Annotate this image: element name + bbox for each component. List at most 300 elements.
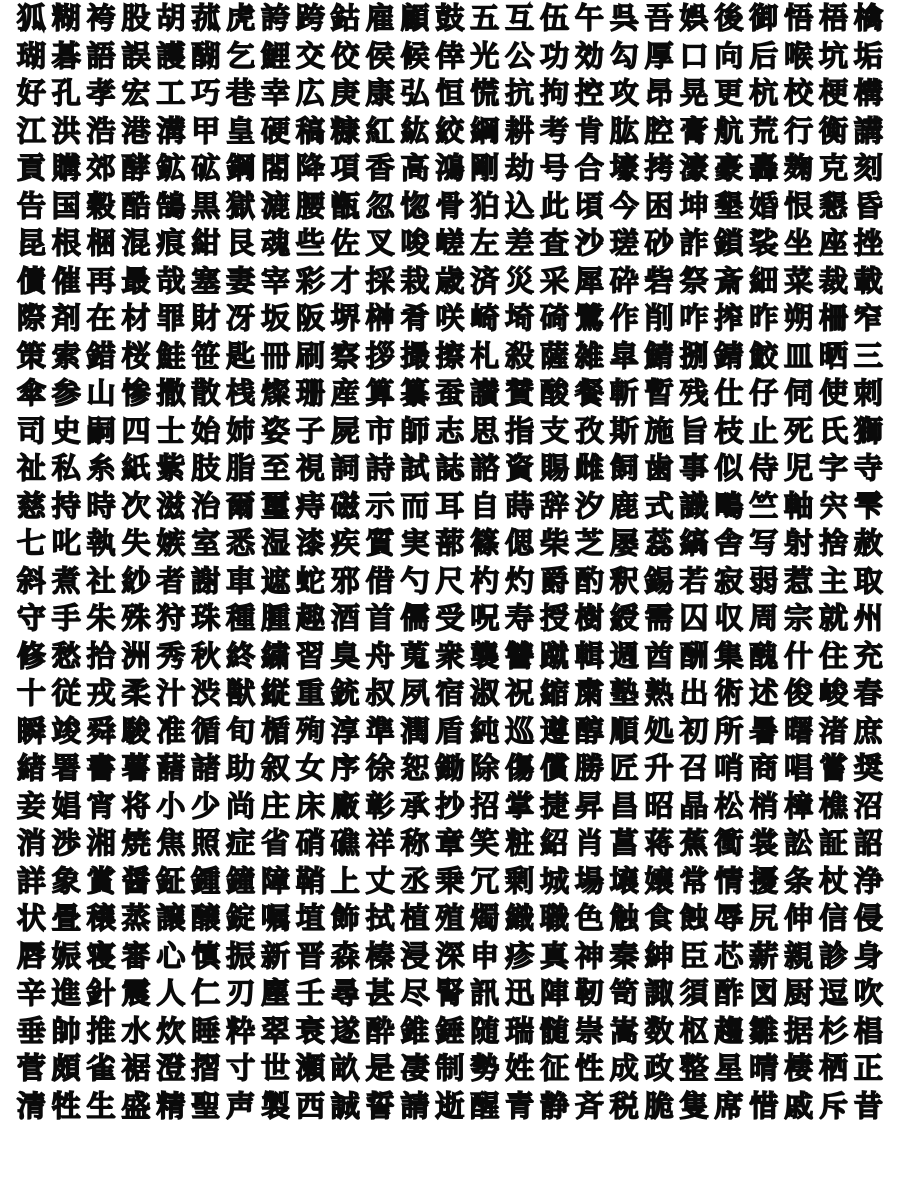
kanji-glyph: 誤 <box>121 38 151 73</box>
kanji-glyph: 孝 <box>86 76 116 110</box>
kanji-glyph: 推 <box>86 1013 116 1048</box>
kanji-glyph: 審 <box>121 938 151 973</box>
kanji-glyph: 悟 <box>784 1 814 35</box>
kanji-glyph: 枝 <box>714 413 744 448</box>
kanji-glyph: 思 <box>470 413 500 448</box>
kanji-glyph: 趨 <box>714 1013 744 1048</box>
kanji-glyph: 据 <box>784 1013 814 1048</box>
kanji-glyph: 生 <box>86 1088 116 1123</box>
kanji-glyph: 衡 <box>819 113 849 148</box>
kanji-glyph: 昏 <box>853 188 883 223</box>
kanji-glyph: 醜 <box>749 638 779 673</box>
kanji-glyph: 諏 <box>644 976 674 1010</box>
kanji-glyph: 榊 <box>365 301 395 335</box>
kanji-glyph: 席 <box>714 1088 744 1123</box>
kanji-glyph: 正 <box>853 1051 883 1085</box>
kanji-glyph: 姉 <box>226 413 256 448</box>
kanji-glyph: 股 <box>121 1 151 35</box>
kanji-glyph: 拘 <box>540 76 570 110</box>
kanji-glyph: 宏 <box>121 76 151 110</box>
kanji-glyph: 寂 <box>714 563 744 598</box>
kanji-glyph: 上 <box>330 863 360 898</box>
kanji-glyph: 郊 <box>86 151 116 185</box>
kanji-glyph: 蕊 <box>644 526 674 560</box>
kanji-glyph: 状 <box>16 901 46 935</box>
kanji-glyph: 鴫 <box>714 488 744 523</box>
kanji-glyph: 此 <box>540 188 570 223</box>
kanji-glyph: 辱 <box>714 901 744 935</box>
kanji-row <box>14 188 886 226</box>
kanji-glyph: 称 <box>400 826 430 860</box>
kanji-glyph: 朱 <box>86 601 116 635</box>
kanji-glyph: 宵 <box>86 788 116 823</box>
kanji-glyph: 鉦 <box>156 863 186 898</box>
kanji-glyph: 支 <box>540 413 570 448</box>
kanji-glyph: 遂 <box>330 1013 360 1048</box>
kanji-glyph: 衆 <box>435 638 465 673</box>
kanji-glyph: 処 <box>644 713 674 748</box>
kanji-glyph: 戎 <box>86 676 116 710</box>
kanji-glyph: 克 <box>819 151 849 185</box>
kanji-glyph: 拷 <box>644 151 674 185</box>
kanji-glyph: 叔 <box>365 676 395 710</box>
kanji-glyph: 焦 <box>156 826 186 860</box>
kanji-glyph: 喉 <box>784 38 814 73</box>
kanji-glyph: 尻 <box>749 901 779 935</box>
kanji-glyph: 鯉 <box>261 38 291 73</box>
kanji-glyph: 什 <box>784 638 814 673</box>
kanji-glyph: 刺 <box>853 376 883 410</box>
kanji-glyph: 氏 <box>819 413 849 448</box>
kanji-glyph: 樟 <box>784 788 814 823</box>
kanji-row <box>14 150 886 188</box>
kanji-glyph: 諸 <box>191 751 221 785</box>
kanji-glyph: 捷 <box>540 788 570 823</box>
kanji-glyph: 座 <box>819 226 849 260</box>
kanji-glyph: 嘗 <box>819 751 849 785</box>
kanji-glyph: 症 <box>226 826 256 860</box>
kanji-glyph: 瑳 <box>609 226 639 260</box>
kanji-glyph: 澄 <box>156 1051 186 1085</box>
kanji-glyph: 榛 <box>365 938 395 973</box>
kanji-glyph: 窄 <box>853 301 883 335</box>
kanji-glyph: 最 <box>121 263 151 298</box>
kanji-glyph: 譲 <box>156 901 186 935</box>
kanji-glyph: 省 <box>261 826 291 860</box>
kanji-glyph: 佼 <box>330 38 360 73</box>
kanji-glyph: 互 <box>505 1 535 35</box>
kanji-glyph: 伸 <box>784 901 814 935</box>
kanji-glyph: 沼 <box>853 788 883 823</box>
kanji-glyph: 尽 <box>400 976 430 1010</box>
kanji-glyph: 煮 <box>51 563 81 598</box>
kanji-row <box>14 825 886 863</box>
kanji-glyph: 而 <box>400 488 430 523</box>
kanji-glyph: 鐘 <box>226 863 256 898</box>
kanji-glyph: 松 <box>714 788 744 823</box>
kanji-glyph: 屍 <box>330 413 360 448</box>
kanji-row <box>14 1013 886 1051</box>
kanji-glyph: 膏 <box>679 113 709 148</box>
kanji-glyph: 攻 <box>609 76 639 110</box>
kanji-row <box>14 450 886 488</box>
kanji-glyph: 酌 <box>574 563 604 598</box>
kanji-glyph: 硝 <box>295 826 325 860</box>
kanji-glyph: 惨 <box>121 376 151 410</box>
kanji-glyph: 傘 <box>16 376 46 410</box>
kanji-glyph: 頃 <box>574 188 604 223</box>
kanji-glyph: 縦 <box>261 676 291 710</box>
kanji-glyph: 信 <box>819 901 849 935</box>
kanji-row <box>14 600 886 638</box>
kanji-glyph: 冴 <box>226 301 256 335</box>
kanji-glyph: 庚 <box>330 76 360 110</box>
kanji-glyph: 哉 <box>156 263 186 298</box>
kanji-glyph: 章 <box>435 826 465 860</box>
kanji-glyph: 室 <box>191 526 221 560</box>
kanji-glyph: 塵 <box>261 976 291 1010</box>
kanji-glyph: 垢 <box>853 38 883 73</box>
kanji-glyph: 慌 <box>470 76 500 110</box>
kanji-glyph: 緒 <box>16 751 46 785</box>
kanji-glyph: 糠 <box>330 113 360 148</box>
kanji-glyph: 御 <box>749 1 779 35</box>
kanji-glyph: 衰 <box>295 1013 325 1048</box>
kanji-glyph: 昂 <box>644 76 674 110</box>
kanji-glyph: 口 <box>679 38 709 73</box>
kanji-glyph: 薩 <box>540 338 570 373</box>
kanji-glyph: 察 <box>330 338 360 373</box>
kanji-glyph: 汐 <box>574 488 604 523</box>
kanji-glyph: 世 <box>261 1051 291 1085</box>
kanji-glyph: 魂 <box>261 226 291 260</box>
kanji-glyph: 拭 <box>365 901 395 935</box>
kanji-glyph: 侵 <box>853 901 883 935</box>
kanji-glyph: 宿 <box>435 676 465 710</box>
kanji-glyph: 哨 <box>714 751 744 785</box>
kanji-glyph: 薯 <box>121 751 151 785</box>
kanji-glyph: 鴻 <box>435 151 465 185</box>
kanji-glyph: 色 <box>574 901 604 935</box>
kanji-glyph: 楯 <box>261 713 291 748</box>
kanji-glyph: 守 <box>16 601 46 635</box>
kanji-glyph: 小 <box>156 788 186 823</box>
kanji-glyph: 剤 <box>51 301 81 335</box>
kanji-glyph: 孔 <box>51 76 81 110</box>
kanji-glyph: 取 <box>853 563 883 598</box>
kanji-glyph: 杓 <box>470 563 500 598</box>
kanji-glyph: 弱 <box>749 563 779 598</box>
kanji-glyph: 崇 <box>574 1013 604 1048</box>
kanji-glyph: 瞬 <box>16 713 46 748</box>
kanji-glyph: 鼓 <box>435 1 465 35</box>
kanji-glyph: 裁 <box>819 263 849 298</box>
kanji-glyph: 菖 <box>609 826 639 860</box>
kanji-glyph: 公 <box>505 38 535 73</box>
kanji-glyph: 視 <box>295 451 325 485</box>
kanji-row <box>14 788 886 826</box>
kanji-glyph: 購 <box>51 151 81 185</box>
kanji-glyph: 効 <box>574 38 604 73</box>
kanji-glyph: 精 <box>156 1088 186 1123</box>
kanji-glyph: 真 <box>540 938 570 973</box>
kanji-glyph: 桟 <box>226 376 256 410</box>
kanji-glyph: 畳 <box>51 901 81 935</box>
kanji-glyph: 初 <box>679 713 709 748</box>
kanji-glyph: 紗 <box>121 563 151 598</box>
kanji-glyph: 訟 <box>784 826 814 860</box>
kanji-row <box>14 413 886 451</box>
kanji-glyph: 皿 <box>784 338 814 373</box>
kanji-glyph: 昭 <box>644 788 674 823</box>
kanji-glyph: 疾 <box>330 526 360 560</box>
kanji-glyph: 寝 <box>86 938 116 973</box>
kanji-glyph: 招 <box>470 788 500 823</box>
kanji-glyph: 秀 <box>156 638 186 673</box>
kanji-glyph: 住 <box>819 638 849 673</box>
kanji-glyph: 私 <box>51 451 81 485</box>
kanji-glyph: 賛 <box>505 376 535 410</box>
kanji-glyph: 振 <box>226 938 256 973</box>
kanji-glyph: 五 <box>470 1 500 35</box>
kanji-glyph: 伺 <box>784 376 814 410</box>
kanji-glyph: 祭 <box>679 263 709 298</box>
kanji-glyph: 仁 <box>191 976 221 1010</box>
kanji-glyph: 指 <box>505 413 535 448</box>
kanji-glyph: 乞 <box>226 38 256 73</box>
kanji-glyph: 轟 <box>749 151 779 185</box>
kanji-glyph: 駿 <box>121 713 151 748</box>
kanji-glyph: 示 <box>365 488 395 523</box>
kanji-glyph: 旨 <box>679 413 709 448</box>
kanji-row <box>14 525 886 563</box>
kanji-glyph: 軸 <box>784 488 814 523</box>
kanji-glyph: 死 <box>784 413 814 448</box>
kanji-glyph: 親 <box>784 938 814 973</box>
kanji-glyph: 姿 <box>261 413 291 448</box>
kanji-glyph: 酢 <box>714 976 744 1010</box>
kanji-glyph: 紳 <box>644 938 674 973</box>
kanji-glyph: 燭 <box>470 901 500 935</box>
kanji-glyph: 催 <box>51 263 81 298</box>
kanji-glyph: 肯 <box>574 113 604 148</box>
kanji-glyph: 畝 <box>330 1051 360 1085</box>
kanji-glyph: 交 <box>295 38 325 73</box>
kanji-glyph: 柔 <box>121 676 151 710</box>
kanji-glyph: 赦 <box>853 526 883 560</box>
kanji-glyph: 功 <box>540 38 570 73</box>
kanji-glyph: 行 <box>784 113 814 148</box>
kanji-glyph: 慈 <box>16 488 46 523</box>
kanji-glyph: 酒 <box>330 601 360 635</box>
kanji-glyph: 江 <box>16 113 46 148</box>
kanji-glyph: 製 <box>261 1088 291 1123</box>
kanji-row <box>14 488 886 526</box>
kanji-glyph: 城 <box>540 863 570 898</box>
kanji-glyph: 塾 <box>609 676 639 710</box>
kanji-glyph: 鷺 <box>574 301 604 335</box>
kanji-glyph: 斉 <box>574 1088 604 1123</box>
kanji-glyph: 災 <box>505 263 535 298</box>
kanji-glyph: 湿 <box>261 526 291 560</box>
kanji-glyph: 皇 <box>226 113 256 148</box>
kanji-glyph: 講 <box>853 113 883 148</box>
kanji-glyph: 鋤 <box>435 751 465 785</box>
kanji-glyph: 痕 <box>156 226 186 260</box>
kanji-glyph: 鹿 <box>609 488 639 523</box>
kanji-glyph: 込 <box>505 188 535 223</box>
kanji-glyph: 浄 <box>853 863 883 898</box>
kanji-glyph: 薪 <box>749 938 779 973</box>
kanji-glyph: 辛 <box>16 976 46 1010</box>
kanji-glyph: 屡 <box>609 526 639 560</box>
kanji-glyph: 今 <box>609 188 639 223</box>
kanji-glyph: 職 <box>540 901 570 935</box>
kanji-glyph: 財 <box>191 301 221 335</box>
kanji-glyph: 挫 <box>853 226 883 260</box>
kanji-glyph: 鯖 <box>644 338 674 373</box>
kanji-glyph: 疹 <box>505 938 535 973</box>
kanji-glyph: 壬 <box>295 976 325 1010</box>
kanji-glyph: 算 <box>365 376 395 410</box>
kanji-glyph: 紘 <box>400 113 430 148</box>
kanji-glyph: 秋 <box>191 638 221 673</box>
kanji-glyph: 護 <box>156 38 186 73</box>
kanji-glyph: 子 <box>295 413 325 448</box>
kanji-glyph: 数 <box>644 1013 674 1048</box>
kanji-glyph: 熟 <box>644 676 674 710</box>
kanji-glyph: 純 <box>470 713 500 748</box>
kanji-glyph: 迅 <box>505 976 535 1010</box>
kanji-glyph: 縮 <box>540 676 570 710</box>
kanji-glyph: 差 <box>505 226 535 260</box>
kanji-glyph: 請 <box>400 1088 430 1123</box>
kanji-glyph: 漆 <box>295 526 325 560</box>
kanji-glyph: 祝 <box>505 676 535 710</box>
kanji-glyph: 唱 <box>784 751 814 785</box>
kanji-glyph: 勝 <box>574 751 604 785</box>
kanji-glyph: 材 <box>121 301 151 335</box>
kanji-glyph: 産 <box>330 376 360 410</box>
kanji-glyph: 七 <box>16 526 46 560</box>
kanji-glyph: 遮 <box>261 563 291 598</box>
kanji-glyph: 細 <box>749 263 779 298</box>
kanji-row <box>14 900 886 938</box>
kanji-glyph: 鍾 <box>191 863 221 898</box>
kanji-glyph: 項 <box>330 151 360 185</box>
kanji-glyph: 妻 <box>226 263 256 298</box>
kanji-glyph: 索 <box>51 338 81 373</box>
kanji-glyph: 手 <box>51 601 81 635</box>
kanji-glyph: 醤 <box>121 863 151 898</box>
kanji-glyph: 陣 <box>540 976 570 1010</box>
kanji-glyph: 撮 <box>400 338 430 373</box>
kanji-glyph: 冗 <box>470 863 500 898</box>
kanji-glyph: 牲 <box>51 1088 81 1123</box>
kanji-glyph: 吾 <box>644 1 674 35</box>
kanji-glyph: 瀬 <box>295 1051 325 1085</box>
kanji-glyph: 午 <box>574 1 604 35</box>
kanji-glyph: 磁 <box>330 488 360 523</box>
kanji-glyph: 済 <box>470 263 500 298</box>
kanji-glyph: 青 <box>505 1088 535 1123</box>
kanji-glyph: 術 <box>714 676 744 710</box>
kanji-glyph: 持 <box>51 488 81 523</box>
kanji-glyph: 食 <box>644 901 674 935</box>
kanji-glyph: 床 <box>295 788 325 823</box>
kanji-glyph: 雫 <box>853 488 883 523</box>
kanji-row <box>14 1050 886 1088</box>
kanji-glyph: 肖 <box>574 826 604 860</box>
kanji-glyph: 策 <box>16 338 46 373</box>
kanji-glyph: 鵠 <box>156 188 186 223</box>
kanji-glyph: 寺 <box>853 451 883 485</box>
kanji-glyph: 梱 <box>86 226 116 260</box>
kanji-glyph: 治 <box>191 488 221 523</box>
kanji-row <box>14 0 886 38</box>
kanji-glyph: 些 <box>295 226 325 260</box>
kanji-glyph: 帥 <box>51 1013 81 1048</box>
kanji-glyph: 桜 <box>121 338 151 373</box>
kanji-glyph: 混 <box>121 226 151 260</box>
kanji-glyph: 似 <box>714 451 744 485</box>
kanji-glyph: 少 <box>191 788 221 823</box>
kanji-glyph: 掌 <box>505 788 535 823</box>
kanji-glyph: 広 <box>295 76 325 110</box>
kanji-glyph: 障 <box>261 863 291 898</box>
kanji-glyph: 乗 <box>435 863 465 898</box>
kanji-glyph: 鎖 <box>714 226 744 260</box>
kanji-glyph: 甑 <box>330 188 360 223</box>
kanji-glyph: 載 <box>853 263 883 298</box>
kanji-glyph: 灼 <box>505 563 535 598</box>
kanji-glyph: 恨 <box>784 188 814 223</box>
kanji-glyph: 士 <box>156 413 186 448</box>
kanji-glyph: 仔 <box>749 376 779 410</box>
kanji-glyph: 祥 <box>365 826 395 860</box>
kanji-glyph: 笥 <box>609 976 639 1010</box>
kanji-glyph: 償 <box>540 751 570 785</box>
kanji-glyph: 次 <box>121 488 151 523</box>
kanji-glyph: 厚 <box>644 38 674 73</box>
kanji-glyph: 偲 <box>505 526 535 560</box>
kanji-glyph: 坤 <box>679 188 709 223</box>
kanji-glyph: 呪 <box>470 601 500 635</box>
kanji-glyph: 主 <box>819 563 849 598</box>
kanji-glyph: 整 <box>679 1051 709 1085</box>
kanji-glyph: 杉 <box>819 1013 849 1048</box>
kanji-glyph: 骨 <box>435 188 465 223</box>
kanji-glyph: 校 <box>784 76 814 110</box>
kanji-glyph: 航 <box>714 113 744 148</box>
kanji-glyph: 俊 <box>784 676 814 710</box>
kanji-glyph: 斥 <box>819 1088 849 1123</box>
kanji-glyph: 更 <box>714 76 744 110</box>
kanji-glyph: 銃 <box>330 676 360 710</box>
kanji-glyph: 酔 <box>365 1013 395 1048</box>
kanji-glyph: 渉 <box>51 826 81 860</box>
kanji-glyph: 埴 <box>295 901 325 935</box>
kanji-glyph: 税 <box>609 1088 639 1123</box>
kanji-glyph: 人 <box>156 976 186 1010</box>
kanji-glyph: 痔 <box>295 488 325 523</box>
kanji-glyph: 洲 <box>121 638 151 673</box>
kanji-glyph: 肱 <box>609 113 639 148</box>
kanji-glyph: 政 <box>644 1051 674 1085</box>
kanji-glyph: 樵 <box>819 788 849 823</box>
kanji-glyph: 侍 <box>749 451 779 485</box>
kanji-glyph: 礁 <box>330 826 360 860</box>
